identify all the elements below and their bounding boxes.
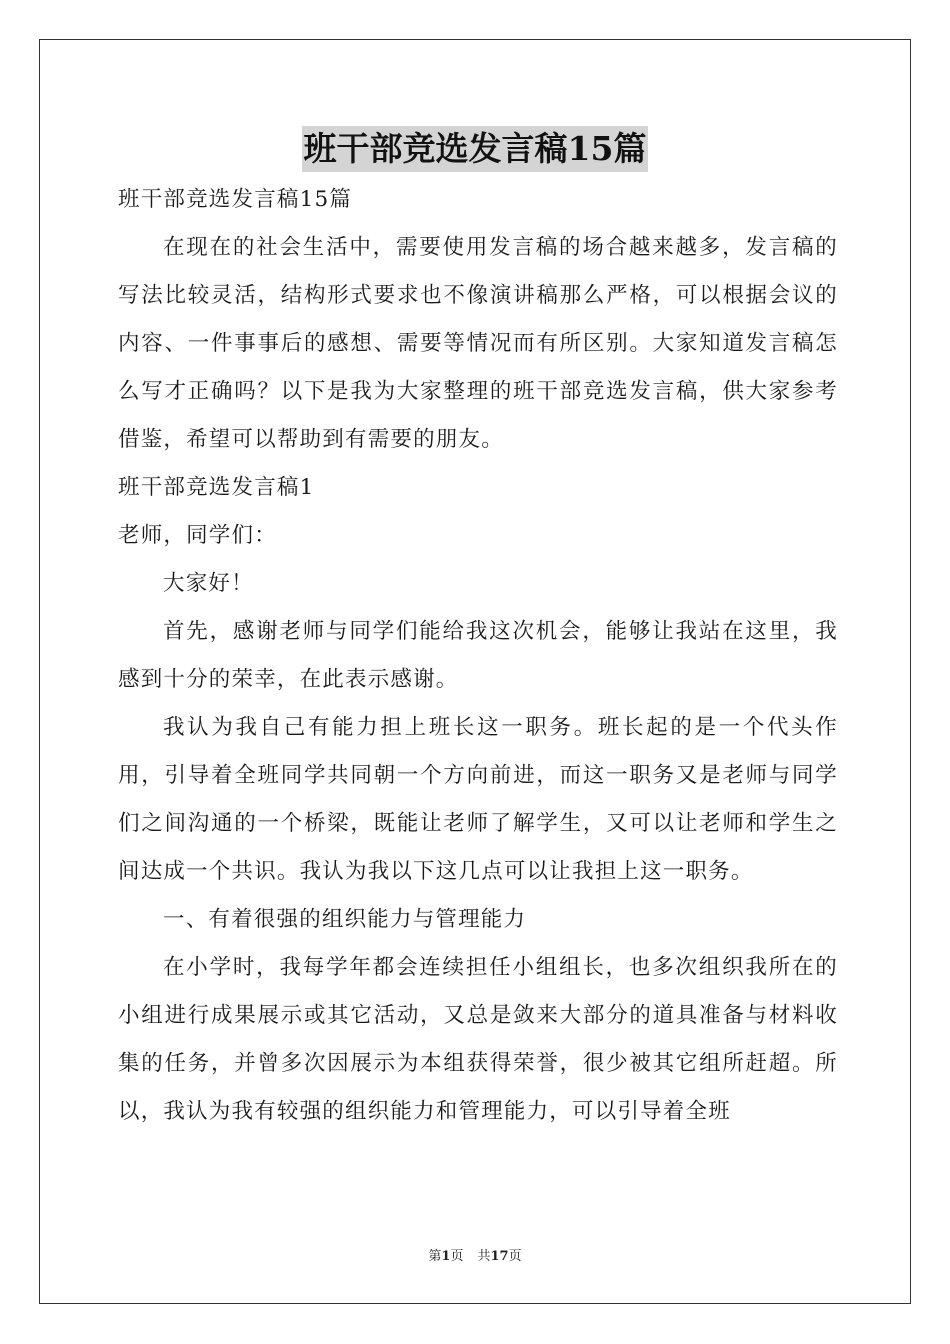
page-suffix: 页 — [450, 1249, 464, 1264]
intro-paragraph: 在现在的社会生活中，需要使用发言稿的场合越来越多，发言稿的写法比较灵活，结构形式要求也不像演讲稿那么严格，可以根据会议的内容、一件事事后的感想、需要等情况而有所区别。大家知道发言稿怎么写才正确吗？以下是我为大家整理的班干部竞选发言稿，供大家参考借鉴，希望可以帮助到有需要的朋友。 — [118, 235, 838, 452]
page-footer — [0, 1245, 950, 1264]
subtitle-line: 班干部竞选发言稿15篇 — [118, 187, 353, 212]
document-title: 班干部竞选发言稿15篇 — [302, 126, 649, 172]
salutation: 老师，同学们： — [118, 523, 277, 548]
body-paragraph: 首先，感谢老师与同学们能给我这次机会，能够让我站在这里，我感到十分的荣幸，在此表示感谢。 — [118, 619, 838, 692]
title-container — [0, 126, 950, 172]
section-heading: 班干部竞选发言稿1 — [118, 475, 315, 500]
total-suffix: 页 — [508, 1249, 522, 1264]
point-heading: 一、有着很强的组织能力与管理能力 — [163, 907, 527, 932]
total-pages: 17 — [490, 1249, 509, 1264]
page-prefix: 第 — [428, 1249, 442, 1264]
body-paragraph: 我认为我自己有能力担上班长这一职务。班长起的是一个代头作用，引导着全班同学共同朝一个方向前进，而这一职务又是老师与同学们之间沟通的一个桥梁，既能让老师了解学生，又可以让老师和学生之间达成一个共识。我认为我以下这几点可以让我担上这一职务。 — [118, 715, 838, 884]
greeting: 大家好！ — [163, 571, 254, 596]
page-number: 1 — [441, 1249, 451, 1264]
total-prefix: 共 — [477, 1249, 491, 1264]
document-body — [118, 176, 838, 1136]
body-paragraph: 在小学时，我每学年都会连续担任小组组长，也多次组织我所在的小组进行成果展示或其它活动，又总是敛来大部分的道具准备与材料收集的任务，并曾多次因展示为本组获得荣誉，很少被其它组所赶超。所以，我认为我有较强的组织能力和管理能力，可以引导着全班 — [118, 955, 838, 1124]
